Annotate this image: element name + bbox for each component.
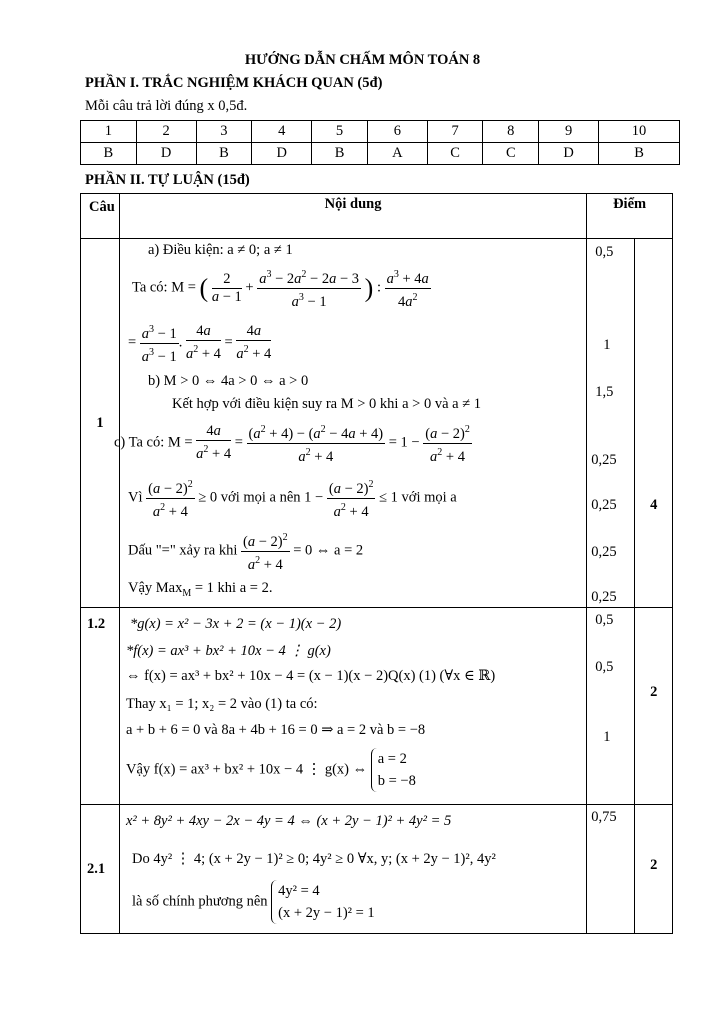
q1-vay-sub: M — [182, 587, 192, 599]
q12-system-eq: b = −8 — [377, 773, 416, 789]
answer-number: 7 — [427, 121, 483, 143]
score: 0,5 — [595, 244, 614, 260]
q12-line-3: ⇔ f(x) = ax³ + bx² + 10x − 4 = (x − 1)(x − 2)Q(x) (1) (∀x ∈ ℝ) — [125, 668, 496, 684]
q12-vay: Vậy f(x) = ax³ + bx² + 10x − 4 ⋮ g(x) ⇔ — [125, 761, 368, 778]
header-question: Câu — [81, 194, 120, 239]
answer-letter: A — [367, 143, 427, 165]
q12-line-1: *g(x) = x² − 3x + 2 = (x − 1)(x − 2) — [129, 616, 342, 632]
q21-system — [271, 880, 375, 924]
answer-number: 2 — [136, 121, 196, 143]
q1-c-line: c) Ta có: M = $\frac{4a}{a^2 + 4}$ = $\frac{(a^2 + 4) - (a^2 - 4a + 4)}{a^2 + 4}$ = 1 − $\frac{(a - 2)^2}{a^2 + 4}$ — [114, 421, 472, 466]
q1-dau-line: Dấu "=" xảy ra khi $\frac{(a - 2)^2}{a^2 + 4}$ = 0 ⇔ a = 2 — [128, 529, 363, 574]
q1-vi: Vì — [127, 489, 143, 506]
q12-line-4: Thay x₁ = 1; x₂ = 2 vào (1) ta có: — [125, 696, 318, 712]
q21-system-eq: (x + 2y − 1)² = 1 — [278, 905, 375, 921]
q1-b: b) M > 0 ⇔ 4a > 0 ⇔ a > 0 — [147, 373, 309, 389]
question-1-content — [113, 239, 586, 608]
q1-dau: Dấu "=" xảy ra khi — [127, 542, 238, 559]
total-score: 2 — [650, 857, 658, 873]
q1-ta-co: Ta có: M = — [131, 279, 196, 296]
answer-letter: B — [599, 143, 680, 165]
q1-condition: a) Điều kiện: a ≠ 0; a ≠ 1 — [147, 242, 293, 258]
q1-ta-co-line: Ta có: M = ( $\frac{2}{a - 1}$ + $\frac{a^3 - 2a^2 - 2a - 3}{a^3 - 1}$ ) : $\frac{a^3 + 4a}{4a^2}$ — [132, 266, 431, 311]
q1-vay: Vậy Max — [127, 580, 183, 596]
question-1-2-row — [81, 608, 673, 805]
q1-c-ta-co: c) Ta có: M = — [113, 434, 193, 451]
score: 0,25 — [591, 589, 617, 605]
q12-system-eq: a = 2 — [377, 751, 407, 767]
score: 0,5 — [595, 659, 614, 675]
header-score: Điểm — [587, 194, 673, 239]
answer-letter: C — [483, 143, 539, 165]
answer-table — [80, 120, 680, 165]
essay-table — [80, 193, 673, 934]
q21-line-3 — [132, 880, 375, 924]
q1-vay-end: = 1 khi a = 2. — [194, 580, 273, 596]
answer-letter: B — [312, 143, 368, 165]
total-score: 4 — [650, 497, 658, 513]
answer-number: 8 — [483, 121, 539, 143]
question-1-2-label: 1.2 — [81, 608, 120, 805]
answer-letter: D — [539, 143, 599, 165]
total-score: 2 — [650, 684, 658, 700]
q21-line-2: Do 4y² ⋮ 4; (x + 2y − 1)² ≥ 0; 4y² ≥ 0 ∀x, y; (x + 2y − 1)², 4y² — [131, 851, 496, 867]
q1-dau-end: = 0 ⇔ a = 2 — [293, 542, 364, 559]
q12-line-5: a + b + 6 = 0 và 8a + 4b + 16 = 0 ⇒ a = 2 và b = −8 — [125, 722, 426, 738]
question-1-total — [635, 239, 673, 608]
answer-number: 9 — [539, 121, 599, 143]
score: 1 — [603, 729, 611, 745]
answer-letters-row — [81, 143, 680, 165]
part2-heading: PHẦN II. TỰ LUẬN (15đ) — [85, 172, 250, 188]
answer-letter: C — [427, 143, 483, 165]
q1-simplify: = $\frac{a^3 - 1}{a^3 - 1}$ . $\frac{4a}{a^2 + 4}$ = $\frac{4a}{a^2 + 4}$ — [128, 321, 271, 366]
answer-number: 1 — [81, 121, 137, 143]
q1-vay-line — [128, 580, 272, 599]
answer-number: 3 — [196, 121, 252, 143]
q1-combine: Kết hợp với điều kiện suy ra M > 0 khi a > 0 và a ≠ 1 — [171, 396, 482, 412]
header-content: Nội dung — [119, 194, 586, 239]
answer-numbers-row — [81, 121, 680, 143]
answer-letter: D — [252, 143, 312, 165]
q12-system — [371, 748, 416, 792]
answer-number: 5 — [312, 121, 368, 143]
score: 0,5 — [595, 612, 614, 628]
answer-letter: B — [196, 143, 252, 165]
answer-letter: B — [81, 143, 137, 165]
part1-note: Mỗi câu trả lời đúng x 0,5đ. — [85, 98, 248, 114]
q12-line-2: *f(x) = ax³ + bx² + 10x − 4 ⋮ g(x) — [125, 643, 331, 659]
q1-vi-line: Vì $\frac{(a - 2)^2}{a^2 + 4}$ ≥ 0 với mọi a nên 1 − $\frac{(a - 2)^2}{a^2 + 4}$ ≤ 1 với mọi a — [128, 476, 457, 521]
answer-letter: D — [136, 143, 196, 165]
score: 1,5 — [595, 384, 614, 400]
part1-heading: PHẦN I. TRẮC NGHIỆM KHÁCH QUAN (5đ) — [85, 75, 383, 91]
page-title: HƯỚNG DẪN CHẤM MÔN TOÁN 8 — [244, 52, 481, 68]
answer-number: 4 — [252, 121, 312, 143]
question-1-scores — [587, 239, 635, 608]
question-2-1-content — [119, 805, 586, 934]
score: 1 — [603, 337, 611, 353]
answer-number: 6 — [367, 121, 427, 143]
question-2-1-total — [635, 805, 673, 934]
answer-number: 10 — [599, 121, 680, 143]
q1-vi-end: ≤ 1 với mọi a — [379, 489, 457, 506]
header-row — [81, 194, 673, 239]
question-1-2-scores — [587, 608, 635, 805]
q1-vi-mid: ≥ 0 với mọi a nên 1 − — [198, 489, 324, 506]
score: 0,25 — [591, 544, 617, 560]
q21-system-eq: 4y² = 4 — [278, 883, 320, 899]
q12-line-6 — [126, 748, 416, 792]
question-1-2-content — [119, 608, 586, 805]
score: 0,75 — [591, 809, 617, 825]
question-2-1-scores — [587, 805, 635, 934]
q21-line-1: x² + 8y² + 4xy − 2x − 4y = 4 ⇔ (x + 2y − 1)² + 4y² = 5 — [125, 813, 452, 829]
score: 0,25 — [591, 497, 617, 513]
score: 0,25 — [591, 452, 617, 468]
question-2-1-label: 2.1 — [81, 805, 120, 934]
question-1-label: 1 — [81, 239, 120, 608]
q21-text: là số chính phương nên — [131, 893, 268, 910]
question-1-row — [81, 239, 673, 608]
question-1-2-total — [635, 608, 673, 805]
question-2-1-row — [81, 805, 673, 934]
